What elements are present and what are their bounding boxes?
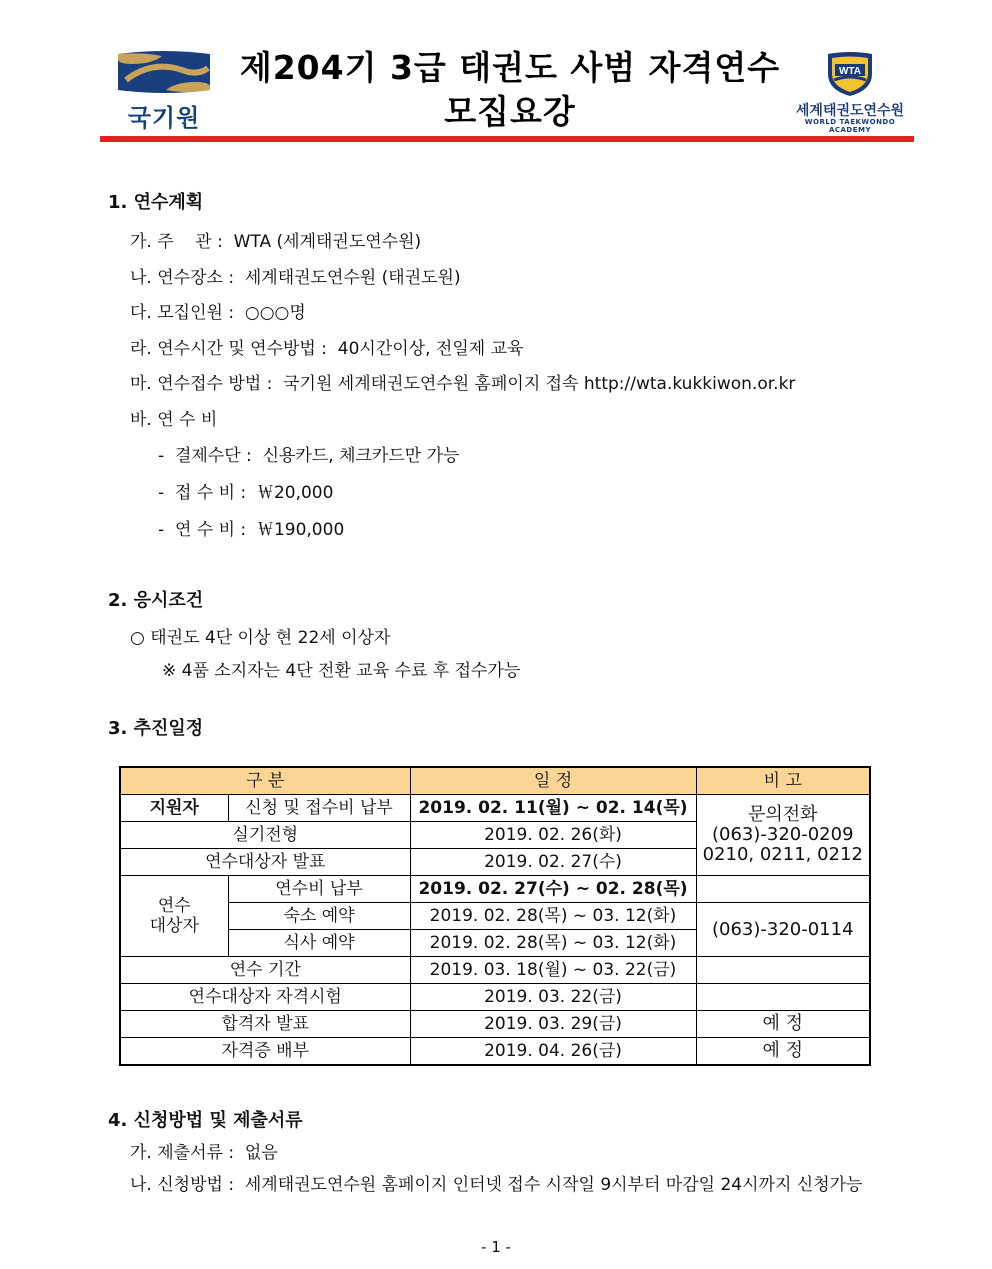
section-3-heading: 3. 추진일정 — [108, 718, 204, 739]
kukkiwon-logo — [112, 50, 222, 132]
condition-note: ※ 4품 소지자는 4단 전환 교육 수료 후 접수가능 — [162, 661, 521, 681]
plan-registration: 마. 연수접수 방법 : 국기원 세계태권도연수원 홈페이지 접속 http://wta.kukkiwon.or.kr — [130, 374, 796, 394]
kukkiwon-emblem-icon — [112, 50, 216, 98]
wta-badge-text: WTA — [838, 66, 862, 77]
contact-phone-3: (063)-320-0114 — [696, 903, 870, 957]
plan-capacity: 다. 모집인원 : ○○○명 — [130, 303, 306, 323]
contact-cell-1 — [696, 795, 870, 876]
period-date: 2019. 03. 18(월) ~ 03. 22(금) — [410, 957, 696, 984]
table-row — [120, 795, 870, 822]
trainee-label — [120, 876, 228, 957]
wta-logo — [786, 50, 914, 132]
plan-fee-heading: 바. 연 수 비 — [130, 410, 218, 430]
trainee-label-line-2: 대상자 — [149, 916, 199, 936]
table-row — [120, 957, 870, 984]
fee-payment-label: 연수비 납부 — [228, 876, 410, 903]
condition-text: ○ 태권도 4단 이상 현 22세 이상자 — [130, 628, 391, 648]
lodging-date: 2019. 02. 28(목) ~ 03. 12(화) — [410, 903, 696, 930]
fee-training: - 연 수 비 : ￦190,000 — [158, 520, 345, 540]
page-number: - 1 - — [481, 1238, 511, 1256]
applicant-date: 2019. 02. 11(월) ~ 02. 14(목) — [410, 795, 696, 822]
cert-label: 자격증 배부 — [120, 1038, 410, 1066]
plan-venue: 나. 연수장소 : 세계태권도연수원 (태권도원) — [130, 268, 461, 288]
practical-label: 실기전형 — [120, 822, 410, 849]
fee-application: - 접 수 비 : ￦20,000 — [158, 483, 334, 503]
header-remarks: 비 고 — [696, 767, 870, 795]
submission-docs: 가. 제출서류 : 없음 — [130, 1143, 278, 1163]
table-row — [120, 903, 870, 930]
header-category: 구 분 — [120, 767, 410, 795]
table-row — [120, 984, 870, 1011]
fee-payment-method: - 결제수단 : 신용카드, 체크카드만 가능 — [158, 446, 460, 466]
lodging-label: 숙소 예약 — [228, 903, 410, 930]
kukkiwon-logo-text: 국기원 — [127, 104, 201, 132]
title-line-2: 모집요강 — [444, 92, 576, 131]
schedule-table — [119, 766, 871, 1066]
title-line-1: 제204기 3급 태권도 사범 자격연수 — [239, 48, 781, 87]
period-label: 연수 기간 — [120, 957, 410, 984]
cert-date: 2019. 04. 26(금) — [410, 1038, 696, 1066]
plan-hours: 라. 연수시간 및 연수방법 : 40시간이상, 전일제 교육 — [130, 339, 524, 359]
wta-logo-korean: 세계태권도연수원 — [795, 103, 905, 119]
table-header-row — [120, 767, 870, 795]
exam-label: 연수대상자 자격시험 — [120, 984, 410, 1011]
contact-phone-1: (063)-320-0209 — [711, 824, 854, 845]
wta-logo-english: WORLD TAEKWONDO ACADEMY — [804, 118, 896, 134]
table-row — [120, 1038, 870, 1066]
announce-label: 연수대상자 발표 — [120, 849, 410, 876]
fee-payment-remark — [696, 876, 870, 903]
wta-shield-icon — [822, 50, 878, 98]
pass-date: 2019. 03. 29(금) — [410, 1011, 696, 1038]
header-divider — [100, 136, 914, 142]
table-row — [120, 876, 870, 903]
meal-label: 식사 예약 — [228, 930, 410, 957]
trainee-label-line-1: 연수 — [157, 896, 191, 916]
pass-label: 합격자 발표 — [120, 1011, 410, 1038]
practical-date: 2019. 02. 26(화) — [410, 822, 696, 849]
fee-payment-date: 2019. 02. 27(수) ~ 02. 28(목) — [410, 876, 696, 903]
page-title — [230, 46, 790, 134]
header-schedule: 일 정 — [410, 767, 696, 795]
exam-remark — [696, 984, 870, 1011]
announce-date: 2019. 02. 27(수) — [410, 849, 696, 876]
section-4-heading: 4. 신청방법 및 제출서류 — [108, 1110, 303, 1131]
pass-remark: 예 정 — [696, 1011, 870, 1038]
exam-date: 2019. 03. 22(금) — [410, 984, 696, 1011]
contact-label: 문의전화 — [747, 804, 818, 825]
section-2-heading: 2. 응시조건 — [108, 590, 204, 611]
applicant-task: 신청 및 접수비 납부 — [228, 795, 410, 822]
plan-host: 가. 주 관 : WTA (세계태권도연수원) — [130, 232, 422, 252]
application-method: 나. 신청방법 : 세계태권도연수원 홈페이지 인터넷 접수 시작일 9시부터 마감일 24시까지 신청가능 — [130, 1175, 863, 1195]
applicant-label: 지원자 — [120, 795, 228, 822]
section-1-heading: 1. 연수계획 — [108, 192, 204, 213]
meal-date: 2019. 02. 28(목) ~ 03. 12(화) — [410, 930, 696, 957]
period-remark — [696, 957, 870, 984]
contact-phone-2: 0210, 0211, 0212 — [702, 844, 863, 865]
cert-remark: 예 정 — [696, 1038, 870, 1066]
table-row — [120, 1011, 870, 1038]
